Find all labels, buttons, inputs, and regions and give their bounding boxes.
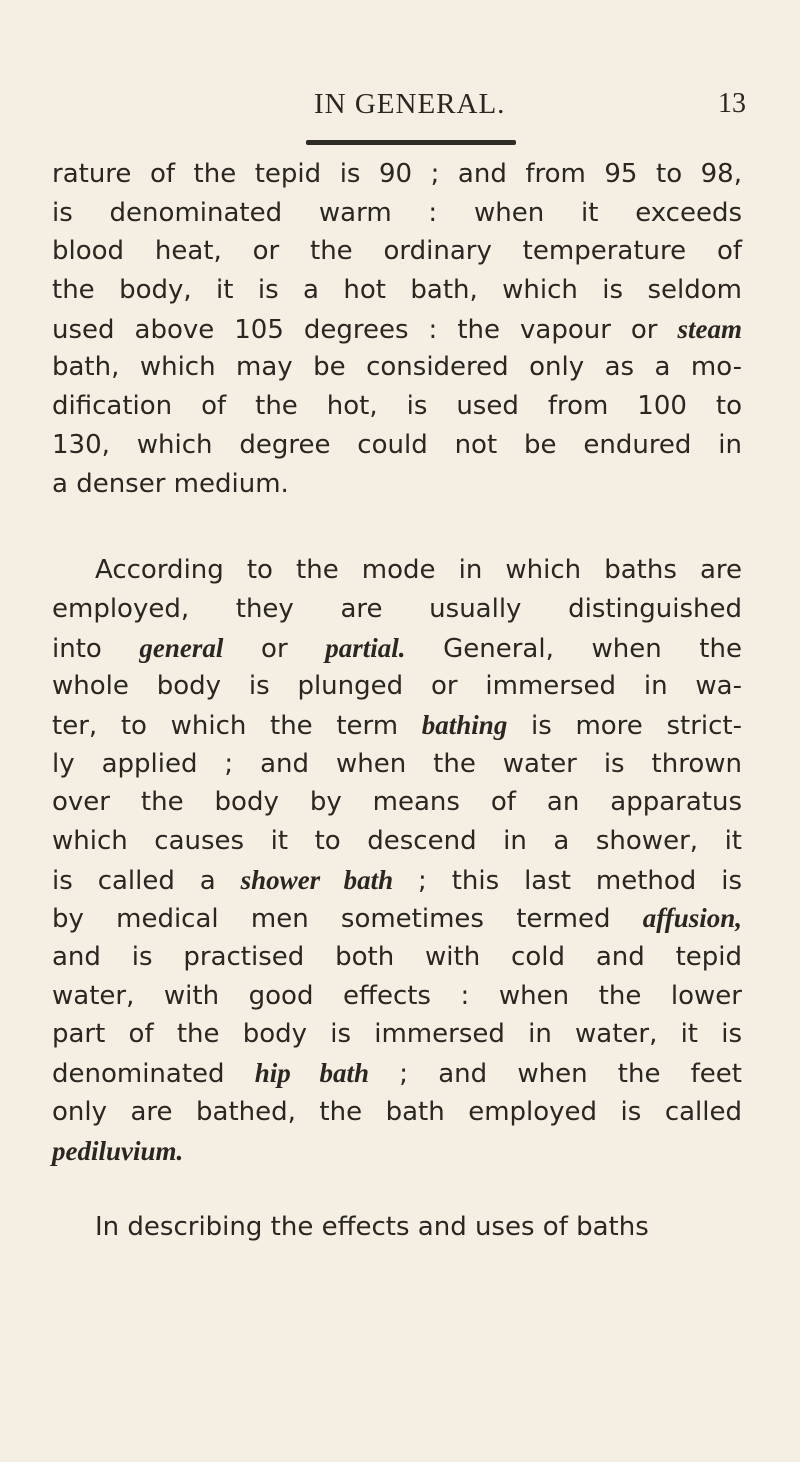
italic-term: affusion, — [642, 903, 742, 934]
text-run: rature of the tepid is 90 ; and from 95 to 98, — [52, 159, 742, 189]
text-line — [52, 783, 742, 822]
text-run: In describing the effects and uses of baths — [95, 1212, 649, 1243]
page-number: 13 — [718, 88, 746, 119]
text-run: is denominated warm : when it exceeds — [52, 197, 742, 228]
text-line — [52, 387, 742, 426]
text-line — [52, 194, 742, 233]
text-run: the body, it is a hot bath, which is seldom — [52, 275, 742, 306]
paragraph-gap — [52, 1170, 742, 1208]
text-run: by medical men sometimes termed — [52, 904, 643, 935]
text-run: a denser medium. — [52, 468, 289, 499]
text-run: blood heat, or the ordinary temperature of — [52, 236, 742, 267]
text-line — [52, 1132, 742, 1171]
italic-term: hip bath — [254, 1058, 370, 1089]
paragraph — [52, 155, 742, 503]
italic-term: general — [139, 632, 224, 663]
text-line — [52, 271, 742, 310]
text-run: employed, they are usually distinguished — [52, 593, 742, 624]
text-run: used above 105 degrees : the vapour or — [52, 314, 678, 345]
italic-term: bathing — [421, 709, 508, 740]
italic-term: pediluvium. — [52, 1135, 184, 1166]
text-run: denominated — [52, 1059, 255, 1090]
text-line — [52, 629, 742, 668]
text-line — [52, 465, 742, 504]
text-line — [52, 232, 742, 271]
text-line — [52, 426, 742, 465]
text-line — [52, 977, 742, 1016]
text-line — [52, 745, 742, 784]
text-run: whole body is plunged or immersed in wa- — [52, 671, 742, 702]
text-run: is called a — [52, 865, 241, 896]
text-run: ly applied ; and when the water is thrown — [52, 748, 742, 779]
paragraph — [52, 1208, 742, 1247]
text-line — [52, 706, 742, 745]
header-rule — [306, 140, 516, 145]
paragraph-gap — [52, 503, 742, 551]
italic-term: shower bath — [240, 864, 394, 895]
text-run: According to the mode in which baths are — [95, 555, 742, 586]
text-run: part of the body is immersed in water, it is — [52, 1019, 742, 1050]
text-run: water, with good effects : when the lower — [52, 980, 742, 1011]
text-line — [52, 667, 742, 706]
text-run: ter, to which the term — [52, 710, 422, 741]
italic-term: partial. — [325, 632, 406, 663]
text-line — [52, 1093, 742, 1132]
text-run: only are bathed, the bath employed is called — [52, 1096, 742, 1127]
page-header — [310, 76, 750, 120]
text-line — [52, 1208, 742, 1247]
body-text — [52, 155, 742, 1247]
text-run: is more strict- — [507, 710, 742, 741]
text-line — [52, 551, 742, 590]
text-line — [52, 590, 742, 629]
text-run: General, when the — [405, 633, 742, 664]
text-run: ; this last method is — [393, 865, 742, 896]
text-line — [52, 861, 742, 900]
paragraph — [52, 551, 742, 1170]
text-run: over the body by means of an apparatus — [52, 787, 742, 818]
text-run: which causes it to descend in a shower, it — [52, 826, 742, 856]
text-run: bath, which may be considered only as a mo- — [52, 352, 742, 383]
text-run: dification of the hot, is used from 100 to — [52, 391, 742, 422]
text-line — [52, 822, 742, 861]
text-line — [52, 155, 742, 194]
italic-term: steam — [677, 313, 742, 344]
text-run: into — [52, 633, 140, 664]
text-run: ; and when the feet — [369, 1059, 742, 1090]
text-line — [52, 938, 742, 977]
running-head: IN GENERAL. — [314, 88, 506, 120]
text-line — [52, 348, 742, 387]
text-line — [52, 1015, 742, 1054]
text-line — [52, 310, 742, 349]
text-line — [52, 1054, 742, 1093]
text-run: 130, which degree could not be endured in — [52, 429, 742, 460]
text-run: and is practised both with cold and tepid — [52, 942, 742, 973]
text-line — [52, 899, 742, 938]
text-run: or — [223, 633, 326, 664]
